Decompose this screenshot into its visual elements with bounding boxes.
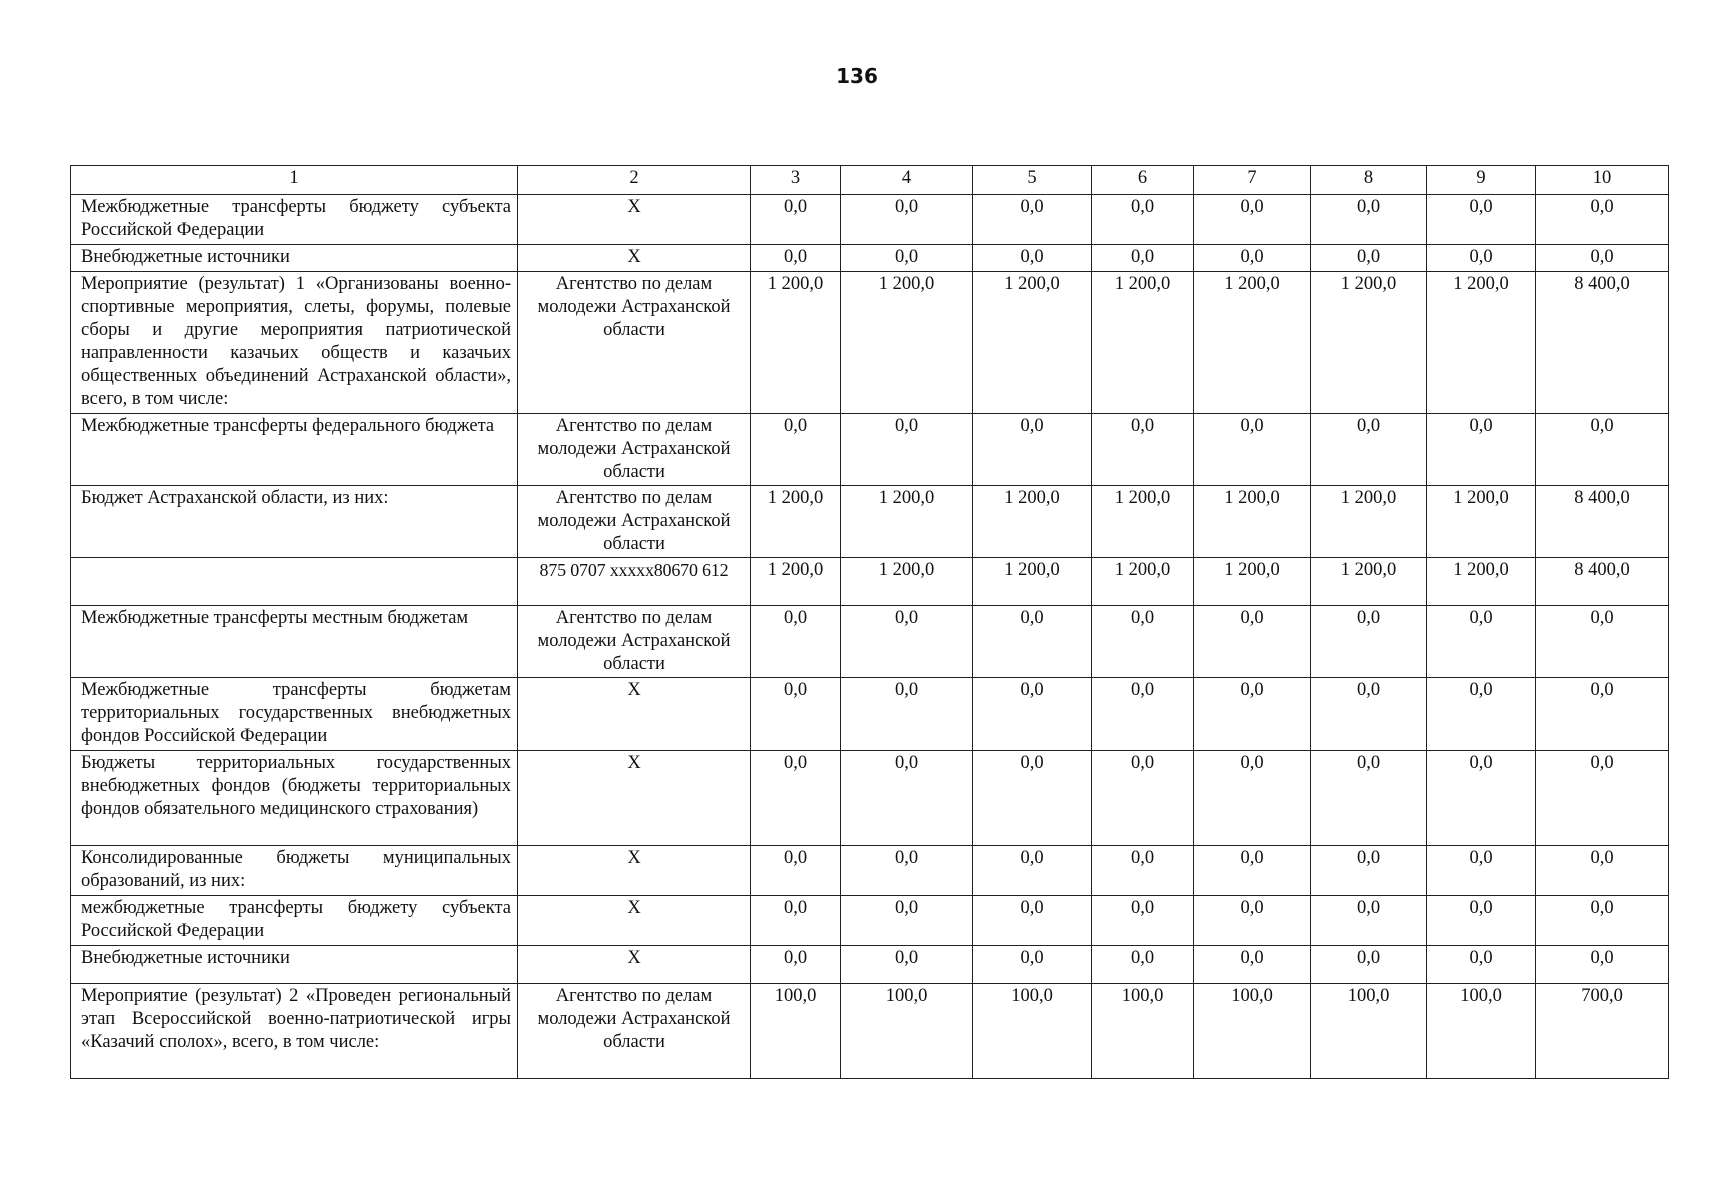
value-cell: 0,0 (1311, 896, 1427, 946)
value-cell: 1 200,0 (1194, 486, 1311, 558)
value-cell: 0,0 (841, 751, 973, 846)
value-cell: 0,0 (841, 896, 973, 946)
value-cell: 1 200,0 (751, 272, 841, 414)
value-cell: 0,0 (1194, 678, 1311, 751)
budget-table (70, 165, 1669, 1079)
value-cell: 100,0 (751, 984, 841, 1079)
value-cell: 1 200,0 (973, 558, 1092, 606)
table-row (71, 946, 1669, 984)
header-cell: 6 (1092, 166, 1194, 195)
value-cell: 0,0 (841, 606, 973, 678)
value-cell: 0,0 (751, 678, 841, 751)
value-cell: 0,0 (1536, 946, 1669, 984)
value-cell: 0,0 (1427, 896, 1536, 946)
budget-code: 875 0707 xxxxx80670 612 (518, 558, 751, 606)
value-cell: 0,0 (1194, 946, 1311, 984)
value-cell: 0,0 (1092, 846, 1194, 896)
table-header-row (71, 166, 1669, 195)
value-cell: 1 200,0 (841, 486, 973, 558)
row-name: Межбюджетные трансферты местным бюджетам (71, 606, 518, 678)
value-cell: 1 200,0 (1311, 486, 1427, 558)
value-cell: 1 200,0 (1311, 272, 1427, 414)
value-cell: 0,0 (1194, 751, 1311, 846)
header-cell: 5 (973, 166, 1092, 195)
value-cell: 0,0 (1536, 678, 1669, 751)
row-executor: Агентство по делам молодежи Астраханской области (518, 272, 751, 414)
value-cell: 0,0 (1536, 414, 1669, 486)
row-name: Бюджет Астраханской области, из них: (71, 486, 518, 558)
table-row (71, 195, 1669, 245)
value-cell: 0,0 (1311, 678, 1427, 751)
value-cell: 0,0 (841, 946, 973, 984)
value-cell: 0,0 (1311, 846, 1427, 896)
value-cell: 1 200,0 (841, 558, 973, 606)
value-cell: 700,0 (1536, 984, 1669, 1079)
value-cell: 1 200,0 (1311, 558, 1427, 606)
header-cell: 8 (1311, 166, 1427, 195)
value-cell: 0,0 (751, 751, 841, 846)
value-cell: 0,0 (1194, 846, 1311, 896)
value-cell: 0,0 (1092, 751, 1194, 846)
value-cell: 0,0 (1536, 195, 1669, 245)
value-cell: 0,0 (973, 896, 1092, 946)
value-cell: 0,0 (841, 245, 973, 272)
header-cell: 9 (1427, 166, 1536, 195)
value-cell: 0,0 (973, 414, 1092, 486)
table-row (71, 678, 1669, 751)
value-cell: 1 200,0 (1427, 272, 1536, 414)
row-executor: X (518, 195, 751, 245)
value-cell: 1 200,0 (1092, 272, 1194, 414)
value-cell: 0,0 (1194, 195, 1311, 245)
value-cell: 0,0 (1194, 606, 1311, 678)
value-cell: 0,0 (751, 896, 841, 946)
row-executor: Агентство по делам молодежи Астраханской области (518, 984, 751, 1079)
value-cell: 0,0 (751, 414, 841, 486)
value-cell: 0,0 (973, 751, 1092, 846)
row-name: Мероприятие (результат) 2 «Проведен региональный этап Всероссийской военно-патриотической игры «Казачий сполох», всего, в том числе: (71, 984, 518, 1079)
value-cell: 0,0 (1092, 195, 1194, 245)
value-cell: 1 200,0 (1194, 272, 1311, 414)
value-cell: 1 200,0 (1092, 486, 1194, 558)
value-cell: 0,0 (1092, 946, 1194, 984)
row-name: Бюджеты территориальных государственных внебюджетных фондов (бюджеты территориальных фондов обязательного медицинского страхования) (71, 751, 518, 846)
value-cell: 0,0 (1427, 751, 1536, 846)
row-name: Межбюджетные трансферты бюджетам территориальных государственных внебюджетных фондов Российской Федерации (71, 678, 518, 751)
table-row (71, 751, 1669, 846)
value-cell: 0,0 (841, 678, 973, 751)
row-name: Внебюджетные источники (71, 946, 518, 984)
header-cell: 2 (518, 166, 751, 195)
value-cell: 0,0 (1536, 751, 1669, 846)
value-cell: 0,0 (1427, 946, 1536, 984)
value-cell: 0,0 (1311, 245, 1427, 272)
header-cell: 4 (841, 166, 973, 195)
table-row (71, 558, 1669, 606)
row-executor: Агентство по делам молодежи Астраханской области (518, 486, 751, 558)
value-cell: 1 200,0 (973, 272, 1092, 414)
row-executor: X (518, 751, 751, 846)
value-cell: 8 400,0 (1536, 272, 1669, 414)
value-cell: 0,0 (1092, 896, 1194, 946)
row-executor: X (518, 245, 751, 272)
value-cell: 100,0 (1311, 984, 1427, 1079)
value-cell: 0,0 (973, 678, 1092, 751)
row-executor: X (518, 946, 751, 984)
row-name: Внебюджетные источники (71, 245, 518, 272)
value-cell: 0,0 (973, 606, 1092, 678)
value-cell: 0,0 (1427, 195, 1536, 245)
value-cell: 0,0 (1311, 195, 1427, 245)
row-executor: X (518, 846, 751, 896)
table-row (71, 486, 1669, 558)
value-cell: 0,0 (751, 195, 841, 245)
value-cell: 0,0 (1427, 606, 1536, 678)
value-cell: 0,0 (1092, 245, 1194, 272)
value-cell: 0,0 (1311, 946, 1427, 984)
value-cell: 1 200,0 (751, 558, 841, 606)
value-cell: 0,0 (751, 606, 841, 678)
value-cell: 8 400,0 (1536, 486, 1669, 558)
row-executor: Агентство по делам молодежи Астраханской области (518, 414, 751, 486)
value-cell: 0,0 (751, 245, 841, 272)
value-cell: 0,0 (973, 245, 1092, 272)
value-cell: 1 200,0 (1092, 558, 1194, 606)
value-cell: 100,0 (973, 984, 1092, 1079)
value-cell: 100,0 (1427, 984, 1536, 1079)
table-row (71, 606, 1669, 678)
header-cell: 7 (1194, 166, 1311, 195)
value-cell: 0,0 (1427, 678, 1536, 751)
value-cell: 0,0 (1311, 414, 1427, 486)
value-cell: 0,0 (1194, 414, 1311, 486)
value-cell: 0,0 (1536, 606, 1669, 678)
table-row (71, 896, 1669, 946)
value-cell: 100,0 (1092, 984, 1194, 1079)
page-number: 136 (836, 64, 878, 88)
value-cell: 8 400,0 (1536, 558, 1669, 606)
table-row (71, 414, 1669, 486)
value-cell: 0,0 (751, 846, 841, 896)
value-cell: 0,0 (1194, 896, 1311, 946)
value-cell: 0,0 (1536, 896, 1669, 946)
row-executor: X (518, 896, 751, 946)
row-executor: X (518, 678, 751, 751)
row-name: Консолидированные бюджеты муниципальных образований, из них: (71, 846, 518, 896)
value-cell: 0,0 (1311, 606, 1427, 678)
header-cell: 1 (71, 166, 518, 195)
value-cell: 0,0 (1092, 606, 1194, 678)
table-row (71, 984, 1669, 1079)
value-cell: 0,0 (841, 846, 973, 896)
value-cell: 0,0 (1536, 846, 1669, 896)
value-cell: 1 200,0 (1427, 486, 1536, 558)
value-cell: 0,0 (841, 414, 973, 486)
header-cell: 10 (1536, 166, 1669, 195)
table-row (71, 846, 1669, 896)
row-name: Мероприятие (результат) 1 «Организованы военно-спортивные мероприятия, слеты, форумы, полевые сборы и другие мероприятия патриотической направленности казачьих обществ и казачьих общественных объединений Астраханской области», всего, в том числе: (71, 272, 518, 414)
row-name: межбюджетные трансферты бюджету субъекта Российской Федерации (71, 896, 518, 946)
value-cell: 1 200,0 (841, 272, 973, 414)
value-cell: 0,0 (751, 946, 841, 984)
value-cell: 0,0 (1427, 245, 1536, 272)
value-cell: 0,0 (841, 195, 973, 245)
value-cell: 0,0 (1536, 245, 1669, 272)
table-row (71, 245, 1669, 272)
value-cell: 1 200,0 (1194, 558, 1311, 606)
value-cell: 1 200,0 (1427, 558, 1536, 606)
row-name (71, 558, 518, 606)
value-cell: 0,0 (973, 846, 1092, 896)
table-row (71, 272, 1669, 414)
row-name: Межбюджетные трансферты бюджету субъекта Российской Федерации (71, 195, 518, 245)
value-cell: 0,0 (973, 946, 1092, 984)
value-cell: 100,0 (1194, 984, 1311, 1079)
value-cell: 1 200,0 (973, 486, 1092, 558)
value-cell: 0,0 (1194, 245, 1311, 272)
value-cell: 0,0 (973, 195, 1092, 245)
value-cell: 0,0 (1092, 414, 1194, 486)
row-name: Межбюджетные трансферты федерального бюджета (71, 414, 518, 486)
row-executor: Агентство по делам молодежи Астраханской области (518, 606, 751, 678)
value-cell: 0,0 (1311, 751, 1427, 846)
value-cell: 0,0 (1427, 414, 1536, 486)
header-cell: 3 (751, 166, 841, 195)
value-cell: 0,0 (1092, 678, 1194, 751)
value-cell: 1 200,0 (751, 486, 841, 558)
value-cell: 100,0 (841, 984, 973, 1079)
value-cell: 0,0 (1427, 846, 1536, 896)
